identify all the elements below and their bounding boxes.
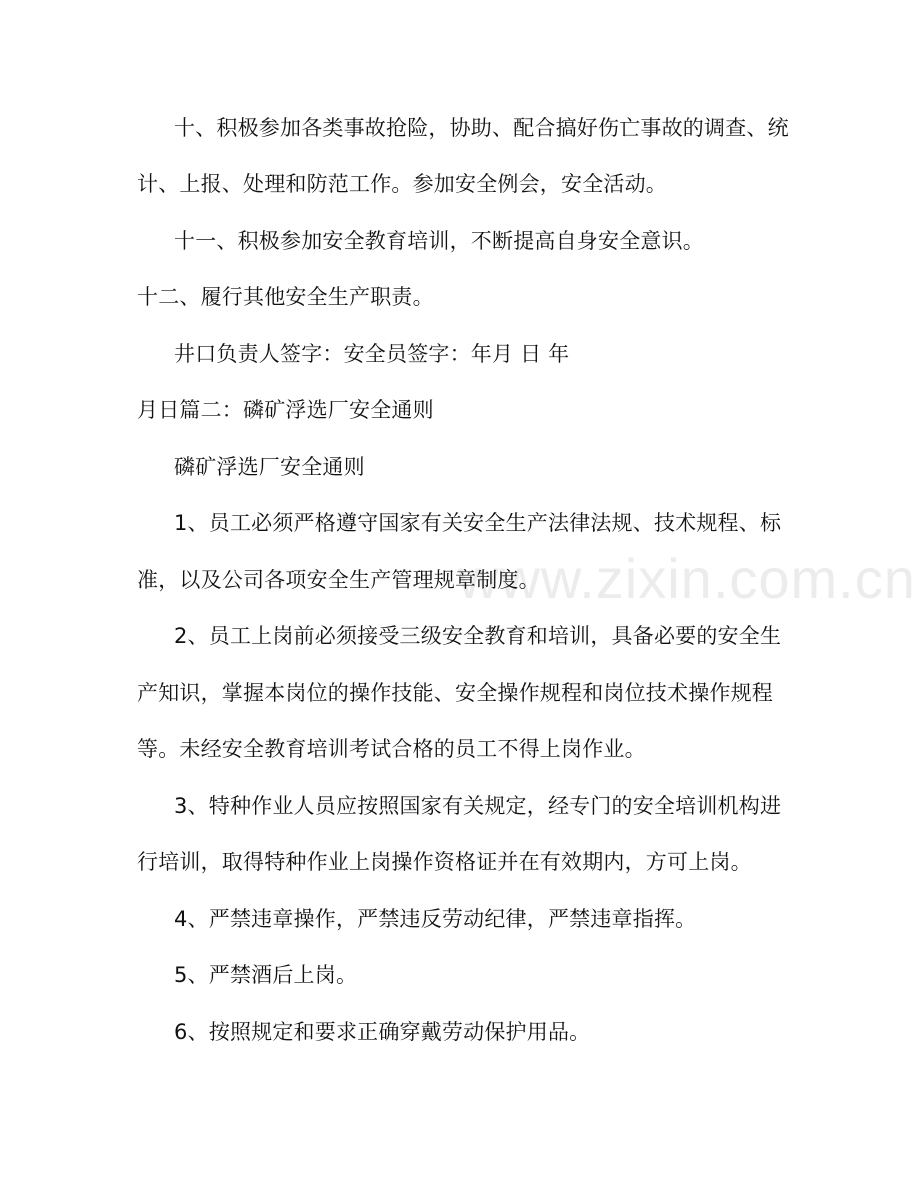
paragraph-line: 十、积极参加各类事故抢险，协助、配合搞好伤亡事故的调查、统 xyxy=(174,116,789,140)
paragraph-line: 2、员工上岗前必须接受三级安全教育和培训，具备必要的安全生 xyxy=(174,624,782,648)
paragraph-line: 等。未经安全教育培训考试合格的员工不得上岗作业。 xyxy=(137,737,646,761)
paragraph-line: 产知识，掌握本岗位的操作技能、安全操作规程和岗位技术操作规程 xyxy=(137,681,773,705)
paragraph-line: 6、按照规定和要求正确穿戴劳动保护用品。 xyxy=(174,1020,591,1044)
signature-line: 井口负责人签字：安全员签字：年月 日 年 xyxy=(174,342,570,366)
section-heading: 月日篇二：磷矿浮选厂安全通则 xyxy=(137,398,434,422)
paragraph-line: 5、严禁酒后上岗。 xyxy=(174,963,358,987)
document-title: 磷矿浮选厂安全通则 xyxy=(174,455,365,479)
paragraph-line: 3、特种作业人员应按照国家有关规定，经专门的安全培训机构进 xyxy=(174,794,782,818)
paragraph-line: 行培训，取得特种作业上岗操作资格证并在有效期内，方可上岗。 xyxy=(137,850,752,874)
watermark: www.zixin.com.cn xyxy=(458,547,916,610)
paragraph-line: 准，以及公司各项安全生产管理规章制度。 xyxy=(137,568,540,592)
paragraph-line: 计、上报、处理和防范工作。参加安全例会，安全活动。 xyxy=(137,172,667,196)
paragraph-line: 1、员工必须严格遵守国家有关安全生产法律法规、技术规程、标 xyxy=(174,511,782,535)
paragraph-line: 十二、履行其他安全生产职责。 xyxy=(137,285,434,309)
paragraph-line: 十一、积极参加安全教育培训，不断提高自身安全意识。 xyxy=(174,229,704,253)
paragraph-line: 4、严禁违章操作，严禁违反劳动纪律，严禁违章指挥。 xyxy=(174,907,697,931)
